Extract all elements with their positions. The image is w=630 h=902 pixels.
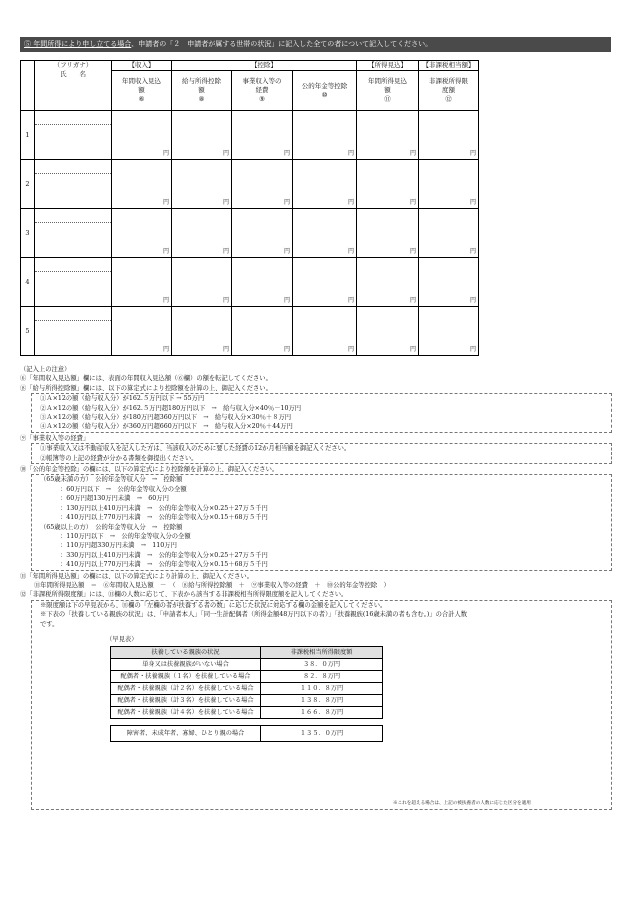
yen-unit: 円	[409, 198, 416, 206]
yen-unit: 円	[222, 296, 229, 304]
note-8-box	[31, 393, 612, 433]
haya-row-left: 配偶者・扶養親族（１名）を扶養している場合	[111, 671, 261, 683]
yen-unit: 円	[222, 247, 229, 255]
column-header-number: ⑥	[138, 94, 145, 103]
table-row	[21, 209, 479, 258]
amount-input-cell[interactable]	[293, 111, 357, 160]
yen-unit: 円	[347, 296, 354, 304]
yen-unit: 円	[162, 198, 169, 206]
amount-input-cell[interactable]	[357, 160, 419, 209]
haya-head-left: 扶養している親族の状況	[111, 647, 261, 659]
note-10-item: （65歳以上の方） 公的年金等収入分 → 控除額	[40, 523, 183, 531]
note-9: ⑨「事業収入等の経費」	[20, 434, 90, 442]
yen-unit: 円	[162, 149, 169, 157]
haya-row-left: 配偶者・扶養親族（計３名）を扶養している場合	[111, 695, 261, 707]
row-number: 2	[21, 160, 35, 209]
amount-input-cell[interactable]	[419, 258, 479, 307]
amount-input-cell[interactable]	[293, 258, 357, 307]
yen-unit: 円	[469, 149, 476, 157]
banner-rest: 、申請者の「２ 申請者が属する世帯の状況」に記入した全ての者について記入してください。	[131, 40, 433, 48]
note-10-item: ：330万円以上410万円未満 → 公的年金等収入分×0.25＋27万５千円	[60, 551, 268, 559]
furigana-divider	[35, 173, 111, 174]
furigana-divider	[35, 320, 111, 321]
amount-input-cell[interactable]	[293, 160, 357, 209]
amount-input-cell[interactable]	[357, 258, 419, 307]
column-header-number: ⑨	[259, 94, 265, 103]
amount-input-cell[interactable]	[172, 111, 232, 160]
haya-row-right: ８２．８万円	[261, 671, 383, 683]
amount-input-cell[interactable]	[172, 307, 232, 356]
furigana-divider	[35, 124, 111, 125]
row-number: 3	[21, 209, 35, 258]
haya-row-right: １６６．８万円	[261, 707, 383, 719]
yen-unit: 円	[347, 247, 354, 255]
column-header	[357, 71, 419, 111]
note-8-item: ②Ａ×12の額（給与収入分）が162.５万円超180万円以下 → 給与収入分×40％－10万円	[40, 404, 302, 412]
amount-input-cell[interactable]	[112, 258, 172, 307]
income-table	[20, 60, 479, 356]
note-10-item: （65歳未満の方） 公的年金等収入分 → 控除額	[40, 476, 183, 484]
column-header-label: 給与所得控除額	[182, 77, 221, 95]
column-header-number: ⑪	[384, 94, 391, 103]
yen-unit: 円	[283, 149, 290, 157]
yen-unit: 円	[222, 345, 229, 353]
row-number: 4	[21, 258, 35, 307]
name-input-cell[interactable]	[35, 160, 112, 209]
haya-row-right: ３８．０万円	[261, 659, 383, 671]
amount-input-cell[interactable]	[419, 209, 479, 258]
haya-caption: （早見表）	[106, 635, 138, 643]
amount-input-cell[interactable]	[357, 111, 419, 160]
yen-unit: 円	[283, 345, 290, 353]
column-header	[293, 71, 357, 111]
note-10: ⑩「公的年金等控除」の欄には、以下の算定式により控除額を計算の上、御記入ください。	[20, 466, 279, 474]
note-6: ⑥「年間収入見込額」欄には、表面の年間収入見込額（⑥欄）の額を転記してください。	[20, 375, 272, 383]
banner-lead: ⑤ 年間所得により申し立てる場合	[24, 40, 132, 48]
yen-unit: 円	[347, 345, 354, 353]
furigana-label: （フリガナ）	[53, 61, 93, 69]
amount-input-cell[interactable]	[293, 209, 357, 258]
note-8-item: ③Ａ×12の額（給与収入分）が180万円超360万円以下 → 給与収入分×30％＋８万円	[40, 414, 292, 422]
haya-row-left: 配偶者・扶養親族（計２名）を扶養している場合	[111, 683, 261, 695]
note-9-box	[31, 443, 612, 464]
haya-row-left: 配偶者・扶養親族（計４名）を扶養している場合	[111, 707, 261, 719]
name-input-cell[interactable]	[35, 209, 112, 258]
column-header-label: 年間所得見込額	[368, 77, 407, 95]
table-row	[21, 258, 479, 307]
note-8: ⑧「給与所得控除額」欄には、以下の算定式により控除額を計算の上、御記入ください。	[20, 384, 272, 392]
note-9-item: ②帳簿等の上記の経費が分かる書類を御提出ください。	[40, 454, 198, 462]
amount-input-cell[interactable]	[172, 160, 232, 209]
furigana-divider	[35, 271, 111, 272]
haya-side-note: ※これを超える場合は、上記の被扶養者の人数に応じた区分を適用	[393, 801, 531, 806]
amount-input-cell[interactable]	[232, 307, 293, 356]
amount-input-cell[interactable]	[232, 111, 293, 160]
column-header	[112, 71, 172, 111]
yen-unit: 円	[222, 198, 229, 206]
name-input-cell[interactable]	[35, 307, 112, 356]
yen-unit: 円	[162, 247, 169, 255]
haya-table	[110, 646, 383, 742]
yen-unit: 円	[162, 345, 169, 353]
yen-unit: 円	[222, 149, 229, 157]
column-header-label: 事業収入等の経費	[242, 77, 282, 95]
note-12-item: ※下表の「扶養している親族の状況」は、「申請者本人」「同一生計配偶者（所得金額48万円以下の者）」「扶養親族(16歳未満の者も含む。)」の合計人数	[40, 611, 468, 619]
note-10-item: ：60万円超130万円未満 → 60万円	[60, 495, 169, 503]
amount-input-cell[interactable]	[172, 209, 232, 258]
note-10-item: ：110万円超330万円未満 → 110万円	[60, 542, 177, 550]
section-banner	[20, 37, 611, 52]
amount-input-cell[interactable]	[232, 209, 293, 258]
amount-input-cell[interactable]	[232, 160, 293, 209]
haya-head-right: 非課税相当所得限度額	[261, 647, 383, 659]
furigana-divider	[35, 222, 111, 223]
table-row	[21, 307, 479, 356]
row-number: 5	[21, 307, 35, 356]
note-10-item: ：410万円以上770万円未満 → 公的年金等収入分×0.15＋68万５千円	[60, 561, 268, 569]
note-12-item: ※限度額は下の早見表から、⑪欄の「左欄の者が扶養する者の数」に応じた状況に対応する欄の金額を記入してください。	[40, 601, 387, 609]
amount-input-cell[interactable]	[172, 258, 232, 307]
row-number-header	[21, 61, 35, 111]
note-8-item: ④Ａ×12の額（給与収入分）が360万円超660万円以下 → 給与収入分×20％＋44万円	[40, 423, 293, 431]
note-10-item: ：410万円以上770万円未満 → 公的年金等収入分×0.15＋68万５千円	[60, 514, 268, 522]
yen-unit: 円	[409, 345, 416, 353]
haya-row-right: １１０．８万円	[261, 683, 383, 695]
name-header	[35, 61, 112, 111]
note-12: ⑫「非課税所得限度額」には、⑪欄の人数に応じて、下表から該当する非課税相当所得限度額を記入してください。	[20, 591, 348, 599]
row-number: 1	[21, 111, 35, 160]
amount-input-cell[interactable]	[232, 258, 293, 307]
amount-input-cell[interactable]	[112, 209, 172, 258]
note-9-item: ①事業収入又は不動産収入を記入した方は、当該収入のために要した経費の12か月相当額を御記入ください。	[40, 445, 351, 453]
yen-unit: 円	[409, 149, 416, 157]
yen-unit: 円	[409, 247, 416, 255]
note-10-box	[31, 474, 612, 570]
haya-special-left: 障害者、未成年者、寡婦、ひとり親の場合	[111, 726, 261, 742]
column-header	[232, 71, 293, 111]
column-header-number: ⑫	[445, 94, 452, 103]
haya-gap	[261, 719, 383, 726]
note-10-item: ：130万円以上410万円未満 → 公的年金等収入分×0.25＋27万５千円	[60, 504, 268, 512]
column-header-label: 年間収入見込額	[122, 77, 161, 95]
column-header-number: ⑧	[198, 94, 205, 103]
column-header-label: 公的年金等控除	[301, 81, 348, 90]
amount-input-cell[interactable]	[419, 160, 479, 209]
table-row	[21, 111, 479, 160]
category-deduction: 【控除】	[172, 61, 357, 71]
yen-unit: 円	[409, 296, 416, 304]
note-11-formula: ⑪年間所得見込額 ＝ ⑥年間収入見込額 － （ ⑧給与所得控除額 ＋ ⑨事業収入等の経費 ＋ ⑩公的年金等控除 ）	[34, 581, 390, 589]
column-header	[172, 71, 232, 111]
category-income: 【収入】	[112, 61, 172, 71]
name-input-cell[interactable]	[35, 111, 112, 160]
name-input-cell[interactable]	[35, 258, 112, 307]
amount-input-cell[interactable]	[112, 160, 172, 209]
note-8-item: ①Ａ×12の額（給与収入分）が162.５万円以下 → 55万円	[40, 395, 205, 403]
amount-input-cell[interactable]	[112, 307, 172, 356]
column-header	[419, 71, 479, 111]
yen-unit: 円	[347, 198, 354, 206]
amount-input-cell[interactable]	[357, 307, 419, 356]
amount-input-cell[interactable]	[293, 307, 357, 356]
note-11: ⑪「年間所得見込額」の欄には、以下の算定式により計算の上、御記入ください。	[20, 572, 253, 580]
yen-unit: 円	[469, 345, 476, 353]
yen-unit: 円	[283, 296, 290, 304]
amount-input-cell[interactable]	[112, 111, 172, 160]
yen-unit: 円	[162, 296, 169, 304]
column-header-number: ⑩	[321, 90, 328, 99]
haya-row-right: １３８．８万円	[261, 695, 383, 707]
yen-unit: 円	[283, 198, 290, 206]
column-header-label: 非課税所得限度額	[429, 77, 468, 95]
name-label: 氏 名	[60, 69, 86, 78]
haya-gap	[111, 719, 261, 726]
note-10-item: ：60万円以下 → 公的年金等収入分の全額	[60, 485, 187, 493]
notes-heading: （記入上の注意）	[20, 366, 71, 373]
yen-unit: 円	[469, 296, 476, 304]
notes-section	[20, 365, 612, 811]
haya-special-right: １３５．０万円	[261, 726, 383, 742]
yen-unit: 円	[283, 247, 290, 255]
yen-unit: 円	[347, 149, 354, 157]
haya-row-left: 単身又は扶養親族がいない場合	[111, 659, 261, 671]
amount-input-cell[interactable]	[419, 111, 479, 160]
amount-input-cell[interactable]	[419, 307, 479, 356]
category-hikazei: 【非課税相当額】	[419, 61, 479, 71]
yen-unit: 円	[469, 198, 476, 206]
amount-input-cell[interactable]	[357, 209, 419, 258]
yen-unit: 円	[469, 247, 476, 255]
note-10-item: ：110万円以下 → 公的年金等収入分の全額	[60, 532, 191, 540]
note-12-item: です。	[40, 620, 59, 628]
note-12-box	[31, 600, 612, 810]
category-shotoku: 【所得見込】	[357, 61, 419, 71]
table-row	[21, 160, 479, 209]
